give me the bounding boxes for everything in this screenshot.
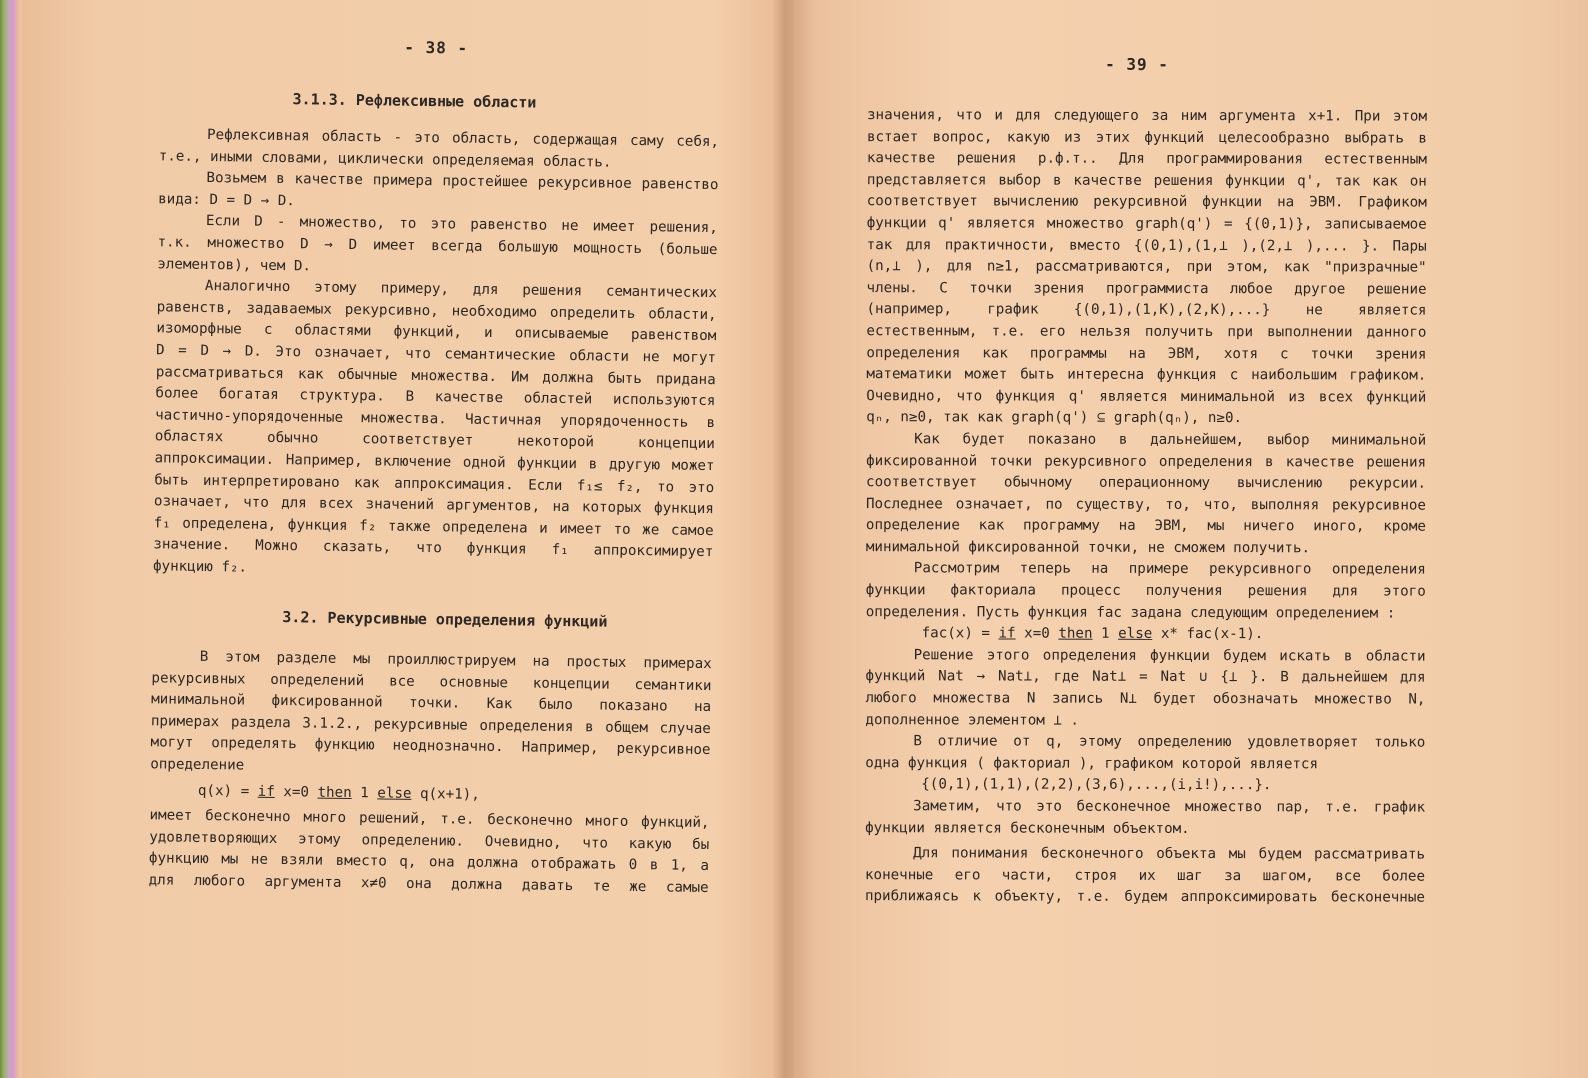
text-line: т.е., иными словами, циклически определяемая область. [158, 147, 612, 171]
text-line: Как будет показано в дальнейшем, выбор минимальной [914, 431, 1427, 449]
formula [866, 623, 1426, 646]
text-line: качестве решения р.ф.т.. Для программирования естественным [866, 150, 1427, 168]
text-line: означает, что для всех значений аргументов, на которых функция [153, 493, 715, 518]
keyword-else: else [377, 784, 412, 802]
text-line: удовлетворяющих этому определению. Очевидно, что какую бы [149, 828, 710, 853]
text-line: изоморфные с областями функций, и описываемые равенством [156, 320, 717, 345]
section-heading: 3.1.3. Рефлексивные области [292, 90, 537, 112]
text-line: qₙ, n≥0, так как graph(q') ⊆ graph(qₙ), n≥0. [866, 409, 1243, 427]
formula-part: 1 [351, 784, 378, 801]
text-line: областях обычно соответствует некоторой концепции [154, 428, 715, 453]
text-line: одна функция ( факториал ), графиком которой является [865, 754, 1319, 773]
text-line: значение. Можно сказать, что функция f₁ аппроксимирует [153, 536, 714, 561]
text-line: аппроксимации. Например, включение одной функции в другую может [154, 450, 715, 474]
text-line: т.к. множество D → D имеет всегда большую мощность (больше [157, 234, 718, 259]
text-line: Очевидно, что функция q' является минимальной из всех функций [866, 387, 1427, 406]
text-line: определение [150, 756, 245, 774]
text-line: для любого аргумента x≠0 она должна давать те же самые [148, 872, 709, 896]
text-line: (n,⊥ ), для n≥1, рассматриваются, при этом, как "призрачные" [866, 258, 1427, 276]
section-heading: 3.2. Рекурсивные определения функций [282, 608, 608, 631]
text-line: D = D → D. Это означает, что семантические области не могут [155, 342, 717, 367]
formula-part: q(x) = [197, 782, 258, 800]
text-line: минимальной фиксированной точки. Как было показано на [151, 691, 712, 716]
keyword-if: if [257, 783, 275, 800]
text-line: функцию f₂. [152, 558, 248, 576]
keyword-if: if [998, 625, 1016, 642]
section-body [149, 646, 712, 899]
text-line: частично-упорядоченные множества. Частичная упорядоченность в [155, 406, 716, 431]
text-line: В отличие от q, этому определению удовлетворяет только [913, 733, 1426, 751]
text-line: равенств, задаваемых рекурсивно, необходимо определить области, [156, 299, 717, 323]
text-line: f₁ определена, функция f₂ также определена и имеет то же самое [153, 514, 714, 539]
left-page [14, 0, 781, 1078]
right-page [798, 0, 1588, 1078]
text-line: Для понимания бесконечного объекта мы будем рассматривать [913, 845, 1426, 863]
text-line: примерах раздела 3.1.2., рекурсивные определения в общем случае [150, 713, 711, 737]
formula-part: x* fac(x-1). [1152, 626, 1264, 643]
text-line: В этом разделе мы проиллюстрируем на простых примерах [199, 648, 712, 673]
text-line: дополненное элементом ⊥ . [865, 711, 1079, 729]
text-line: так для практичности, вместо {(0,1),(1,⊥ ),(2,⊥ ),... }. Пары [866, 236, 1427, 255]
text-line: определения. Пусть функция fac задана следующим определением : [865, 603, 1396, 622]
text-line: определения как программы на ЭВМ, хотя с точки зрения [866, 344, 1427, 363]
text-line: рассматриваться как обычные множества. Им должна быть придана [155, 363, 716, 388]
text-line: соответствует обычному операционному вычислению рекурсии. [866, 474, 1427, 492]
formula [150, 780, 710, 809]
text-line: Возьмем в качестве примера простейшее рекурсивное равенство [206, 170, 719, 194]
graph-set: {(0,1),(1,1),(2,2),(3,6),...,(i,i!),...}. [921, 776, 1272, 794]
text-line: Решение этого определения функции будем искать в области [913, 647, 1426, 665]
formula-part: q(x+1), [411, 785, 480, 803]
text-line: Рассмотрим теперь на примере рекурсивного определения [913, 560, 1426, 579]
page-number: - 38 - [404, 37, 469, 58]
text-line: Заметим, что это бесконечное множество пар, т.е. график [913, 798, 1426, 816]
text-line: функций Nat → Nat⊥, где Nat⊥ = Nat ∪ {⊥ }. В дальнейшем для [865, 668, 1426, 687]
text-line: Аналогично этому примеру, для решения семантических [204, 278, 718, 302]
text-line: (например, график {(0,1),(1,K),(2,K),...} не является [866, 301, 1427, 319]
text-line: быть интерпретировано как аппроксимация. Если f₁≤ f₂, то это [154, 471, 715, 496]
text-line: элементов), чем D. [157, 255, 312, 274]
text-line: естественным, т.е. его нельзя получить при выполнении данного [866, 323, 1427, 341]
section-body [153, 124, 719, 585]
text-line: представляется выбор в качестве решения функции q', так как он [866, 171, 1427, 190]
text-line: Если D - множество, то это равенство не имеет решения, [205, 213, 718, 237]
formula-part: 1 [1092, 625, 1119, 643]
text-line: функции q' является множество graph(q') = {(0,1)}, записываемое [866, 215, 1427, 233]
text-line: математики может быть интересна функция с наибольшим графиком. [866, 366, 1427, 384]
text-line: фиксированной точки рекурсивного определения в качестве решения [866, 452, 1427, 471]
text-line: конечные его части, строя их шаг за шагом, все более [864, 866, 1426, 885]
text-line: Рефлексивная область - это область, содержащая саму себя, [206, 126, 720, 151]
keyword-then: then [317, 784, 352, 801]
text-line: рекурсивных определений все основные концепции семантики [151, 669, 712, 694]
formula-part: fac(x) = [921, 625, 999, 642]
text-line: встает вопрос, какую из этих функций целесообразно выбрать в [866, 128, 1427, 147]
text-line: функцию мы не взяли вместо q, она должна отображать 0 в 1, а [148, 850, 710, 875]
page-number: - 39 - [1105, 54, 1169, 74]
text-line: Последнее означает, по существу, то, что, выполняя рекурсивное [865, 495, 1427, 514]
text-line: приближаясь к объекту, т.е. будем аппроксимировать бесконечные [864, 888, 1425, 906]
formula-part: x=0 [1015, 625, 1059, 642]
text-line: значения, что и для следующего за ним аргумента x+1. При этом [866, 107, 1428, 125]
text-line: члены. С точки зрения программиста любое другое решение [866, 279, 1427, 298]
text-line: функции является бесконечным объектом. [865, 819, 1190, 837]
keyword-then: then [1058, 625, 1093, 642]
text-line: функции факториала процесс получения решения для этого [865, 582, 1426, 600]
text-line: более богатая структура. В качестве областей используются [155, 385, 716, 410]
formula-part: x=0 [274, 783, 318, 801]
text-line: минимальной фиксированной точки, не сможем получить. [865, 539, 1311, 557]
text-line: определение как программу на ЭВМ, мы ничего иного, кроме [865, 517, 1426, 535]
text-line: имеет бесконечно много решений, т.е. бесконечно много функций, [149, 807, 710, 832]
section-body [865, 105, 1427, 909]
text-line: вида: D = D → D. [158, 191, 295, 209]
text-line: могут определять функцию неоднозначно. Например, рекурсивное [150, 734, 711, 759]
text-line: любого множества N запись N⊥ будет обозначать множество N, [865, 690, 1426, 708]
text-line: соответствует вычислению рекурсивной функции на ЭВМ. Графиком [866, 193, 1427, 211]
keyword-else: else [1118, 626, 1153, 643]
